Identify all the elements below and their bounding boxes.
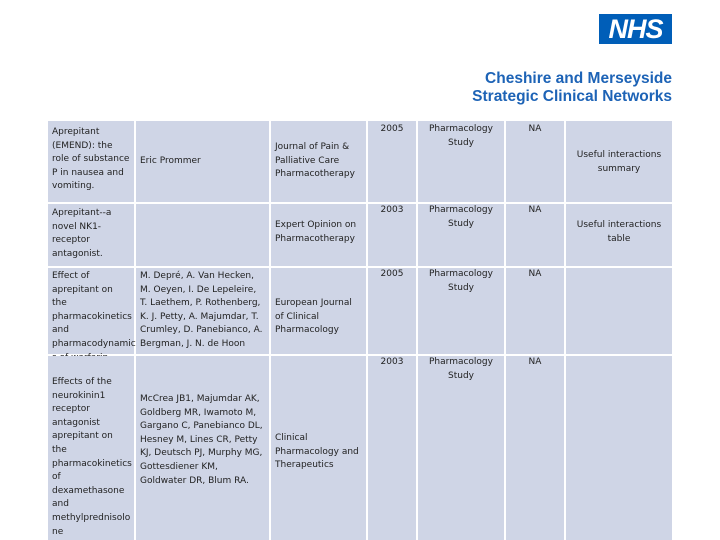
notes-cell	[566, 356, 672, 540]
notes-text: Useful interactions summary	[576, 150, 662, 174]
journal-text: Expert Opinion on Pharmacotherapy	[275, 220, 357, 244]
authors-text: McCrea JB1, Majumdar AK, Goldberg MR, Iwamoto M, Gargano C, Panebianco DL, Hesney M, Lines CR, Petty KJ, Deutsch PJ, Murphy MG, Gottesdiener KM, Goldwater DR, Blum RA.	[140, 394, 263, 486]
org-line-2: Strategic Clinical Networks	[472, 88, 672, 105]
title-text: Effects of the neurokinin1 receptor antagonist aprepitant on the pharmacokinetics of dexamethasone and methylprednisolo ne	[52, 377, 132, 537]
title-cell	[48, 268, 134, 354]
study-type-text: Pharmacology Study	[429, 205, 493, 229]
journal-text: Journal of Pain & Palliative Care Pharmacotherapy	[275, 142, 355, 180]
na-cell	[506, 121, 564, 202]
year-text: 2003	[380, 357, 404, 367]
year-text: 2005	[380, 124, 404, 134]
year-cell	[368, 356, 416, 540]
journal-text: Clinical Pharmacology and Therapeutics	[275, 433, 359, 471]
title-text: Effect of aprepitant on the pharmacokinetics and pharmacodynamic	[52, 271, 136, 349]
study-type-text: Pharmacology Study	[429, 124, 493, 148]
title-cell	[48, 204, 134, 266]
year-text: 2005	[380, 269, 404, 279]
year-text: 2003	[380, 205, 404, 215]
study-type-text: Pharmacology Study	[429, 269, 493, 293]
references-table	[48, 121, 672, 540]
authors-text: M. Depré, A. Van Hecken, M. Oeyen, I. De Lepeleire, T. Laethem, P. Rothenberg, K. J. Petty, A. Majumdar, T. Crumley, D. Panebianco, A. Bergman, J. N. de Hoon	[140, 271, 263, 349]
organisation-name	[472, 70, 672, 106]
year-cell	[368, 204, 416, 266]
na-cell	[506, 204, 564, 266]
na-text: NA	[528, 269, 542, 279]
authors-cell	[136, 268, 269, 354]
na-text: NA	[528, 357, 542, 367]
study-type-text: Pharmacology Study	[429, 357, 493, 381]
journal-cell	[271, 204, 366, 266]
title-cell	[48, 356, 134, 540]
authors-cell	[136, 204, 269, 266]
journal-cell	[271, 268, 366, 354]
title-text: Aprepitant--a novel NK1-receptor antagonist.	[52, 208, 112, 259]
study-type-cell	[418, 268, 504, 354]
study-type-cell	[418, 121, 504, 202]
na-text: NA	[528, 205, 542, 215]
na-text: NA	[528, 124, 542, 134]
notes-text: Useful interactions table	[576, 220, 662, 244]
notes-cell	[566, 204, 672, 266]
year-cell	[368, 268, 416, 354]
na-cell	[506, 268, 564, 354]
notes-cell	[566, 268, 672, 354]
nhs-logo: NHS	[599, 14, 672, 44]
na-cell	[506, 356, 564, 540]
authors-text: Eric Prommer	[140, 156, 201, 166]
authors-cell	[136, 356, 269, 540]
title-cell	[48, 121, 134, 202]
study-type-cell	[418, 356, 504, 540]
journal-cell	[271, 121, 366, 202]
journal-text: European Journal of Clinical Pharmacology	[275, 298, 352, 336]
org-line-1: Cheshire and Merseyside	[485, 70, 672, 87]
title-text: Aprepitant (EMEND): the role of substance P in nausea and vomiting.	[52, 127, 130, 192]
study-type-cell	[418, 204, 504, 266]
journal-cell	[271, 356, 366, 540]
year-cell	[368, 121, 416, 202]
notes-cell	[566, 121, 672, 202]
authors-cell	[136, 121, 269, 202]
